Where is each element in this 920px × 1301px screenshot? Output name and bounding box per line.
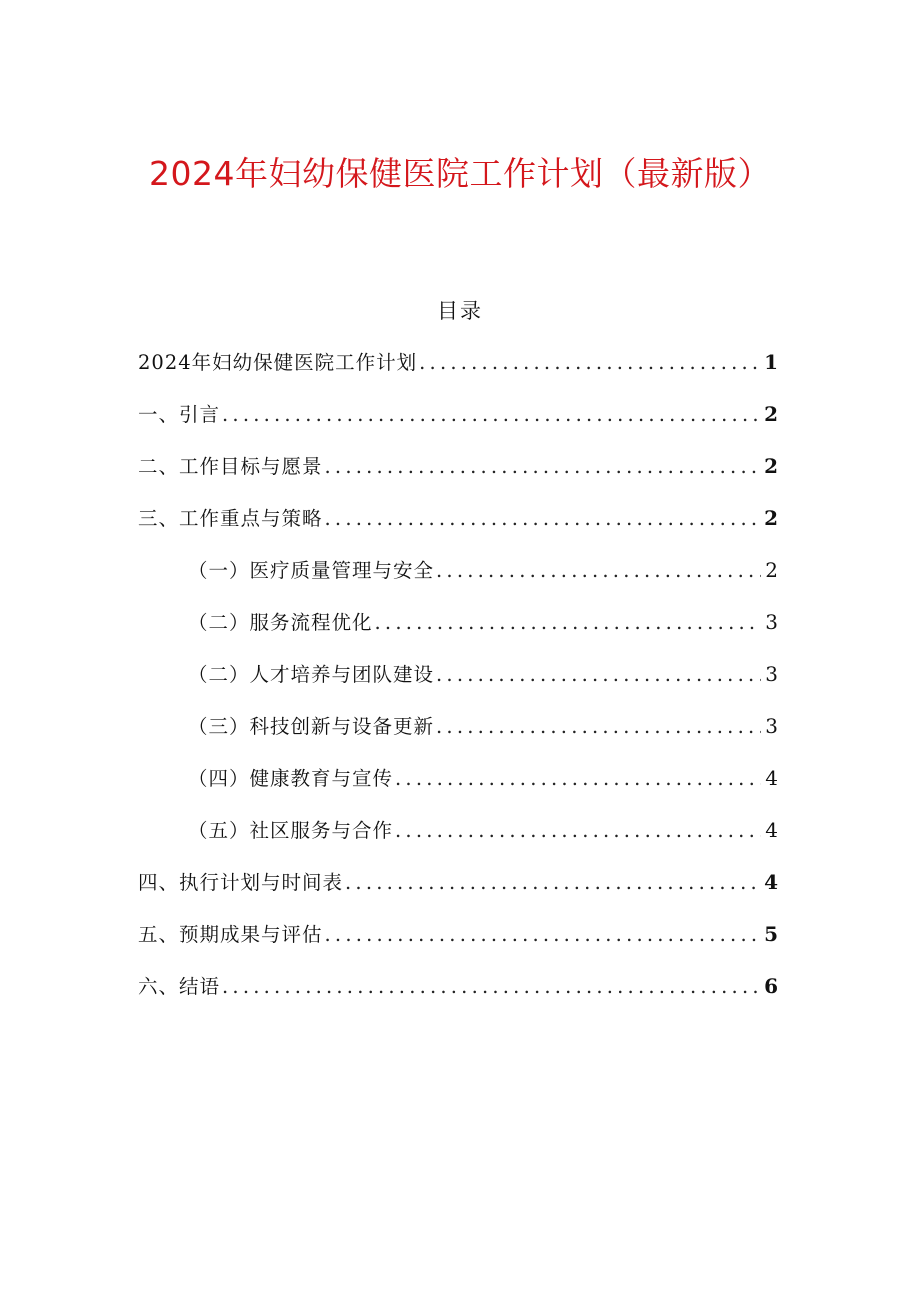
toc-subentry-innovation[interactable] — [138, 704, 778, 756]
toc-dot-leader — [375, 601, 762, 645]
toc-entry-label: 2024年妇幼保健医院工作计划 — [138, 351, 418, 374]
toc-entry-label: （一）医疗质量管理与安全 — [188, 559, 435, 582]
toc-entry-schedule[interactable] — [138, 860, 778, 912]
toc-subentry-process[interactable] — [138, 600, 778, 652]
document-title: 2024年妇幼保健医院工作计划（最新版） — [149, 154, 771, 193]
toc-entry-conclusion[interactable] — [138, 964, 778, 1016]
toc-entry-focus[interactable] — [138, 496, 778, 548]
toc-entry-label: （四）健康教育与宣传 — [188, 767, 394, 790]
toc-dot-leader — [325, 445, 761, 489]
toc-entry-label: 六、结语 — [138, 975, 221, 998]
toc-entry-goals[interactable] — [138, 444, 778, 496]
toc-entry-label: 四、执行计划与时间表 — [138, 871, 344, 894]
toc-entry-label: 二、工作目标与愿景 — [138, 455, 323, 478]
toc-dot-leader — [436, 549, 761, 593]
toc-dot-leader — [395, 809, 761, 853]
toc-entry-label: （二）服务流程优化 — [188, 611, 373, 634]
toc-entry-label: （三）科技创新与设备更新 — [188, 715, 435, 738]
toc-dot-leader — [345, 861, 760, 905]
toc-entry-page: 4 — [765, 818, 778, 842]
toc-entry-page: 6 — [764, 974, 778, 998]
toc-subentry-education[interactable] — [138, 756, 778, 808]
toc-entry-page: 1 — [764, 350, 778, 374]
toc-entry-page: 3 — [765, 610, 778, 634]
toc-entry-outcomes[interactable] — [138, 912, 778, 964]
toc-subentry-talent[interactable] — [138, 652, 778, 704]
toc-entry-label: （二）人才培养与团队建设 — [188, 663, 435, 686]
toc-subentry-community[interactable] — [138, 808, 778, 860]
toc-entry-page: 2 — [764, 402, 778, 426]
toc-entry-page: 5 — [764, 922, 778, 946]
toc-entry-label: （五）社区服务与合作 — [188, 819, 394, 842]
table-of-contents — [138, 340, 778, 1016]
toc-entry-label: 五、预期成果与评估 — [138, 923, 323, 946]
toc-entry-label: 一、引言 — [138, 403, 221, 426]
toc-entry-page: 2 — [764, 506, 778, 530]
toc-entry-page: 2 — [764, 454, 778, 478]
toc-dot-leader — [222, 965, 760, 1009]
toc-entry-title[interactable] — [138, 340, 778, 392]
toc-dot-leader — [325, 497, 761, 541]
toc-dot-leader — [436, 653, 761, 697]
toc-entry-page: 3 — [765, 714, 778, 738]
toc-entry-page: 4 — [764, 870, 778, 894]
toc-subentry-quality[interactable] — [138, 548, 778, 600]
toc-entry-page: 2 — [765, 558, 778, 582]
toc-heading: 目录 — [437, 299, 483, 323]
toc-dot-leader — [436, 705, 761, 749]
toc-dot-leader — [395, 757, 761, 801]
toc-entry-label: 三、工作重点与策略 — [138, 507, 323, 530]
toc-entry-page: 4 — [765, 766, 778, 790]
toc-entry-page: 3 — [765, 662, 778, 686]
toc-dot-leader — [222, 393, 760, 437]
toc-dot-leader — [419, 341, 760, 385]
toc-dot-leader — [325, 913, 761, 957]
toc-entry-introduction[interactable] — [138, 392, 778, 444]
